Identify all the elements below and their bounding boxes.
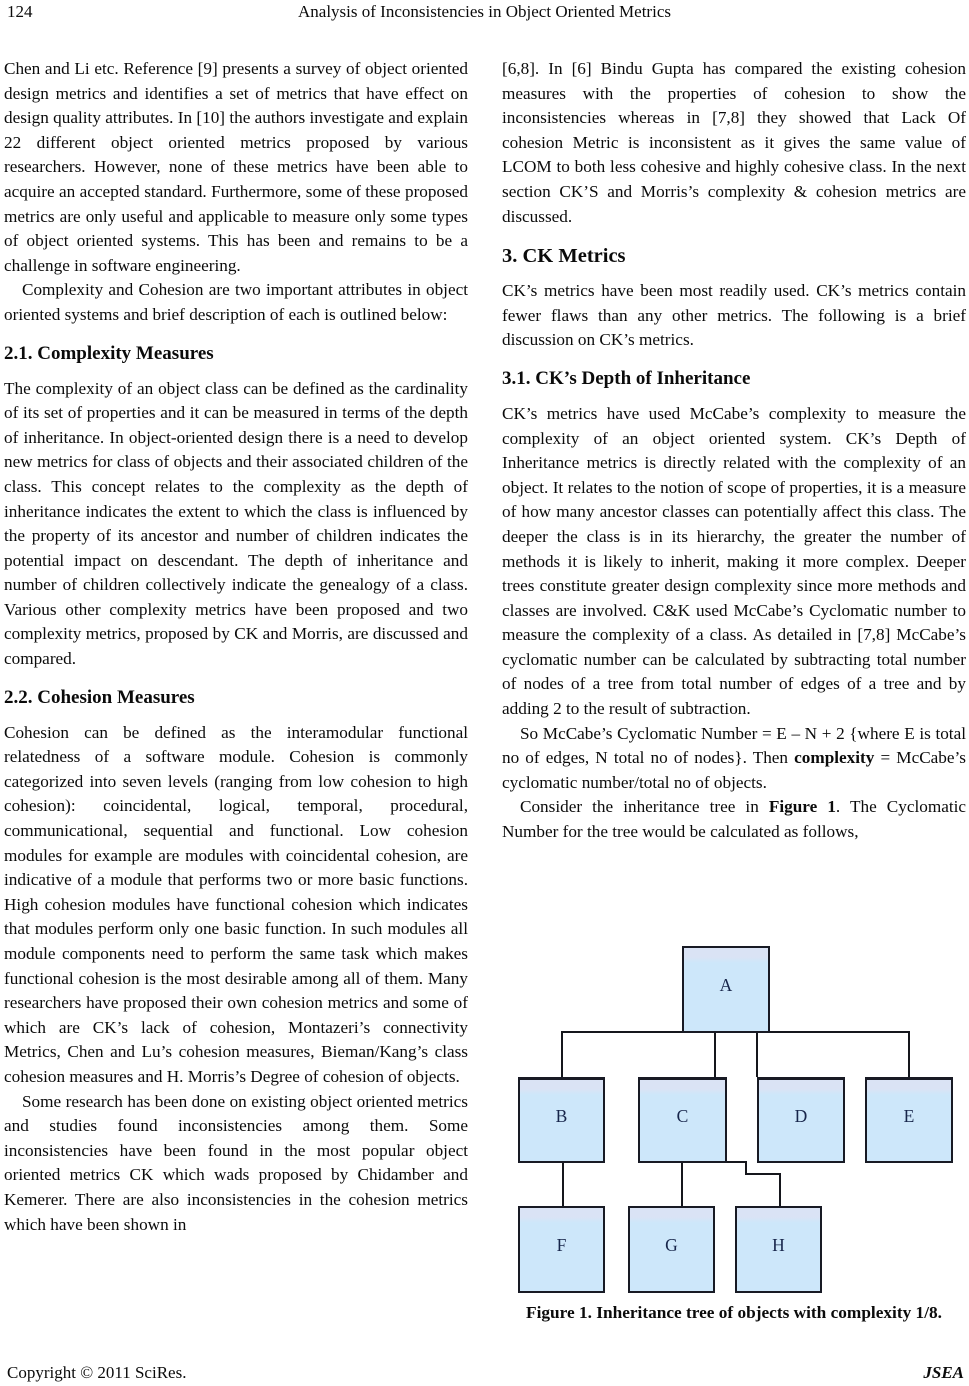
paragraph-intro: Chen and Li etc. Reference [9] presents a survey of object oriented design metrics and identifies a set of metrics that have effect on design quality attributes. In [10] the authors investigate and explain 22 different object oriented metrics proposed by various researchers. However, none of these metrics have been able to acquire an accepted standard. Furthermore, some of these proposed metrics are only useful and applicable to measure only some types of object oriented systems. This has been and remains to be a challenge in software engineering. bbox=[4, 59, 468, 275]
heading-3-1: 3.1. CK’s Depth of Inheritance bbox=[502, 367, 751, 389]
paragraph-attributes: Complexity and Cohesion are two important attributes in object oriented systems and brief description of each is outlined below: bbox=[4, 280, 468, 324]
paragraph-research-inconsistencies: Some research has been done on existing object oriented metrics and studies found inconsistencies among them. Some inconsistencies have been found in the most popular object oriented metrics CK which wads proposed by Chidamber and Kemerer. There are also inconsistencies in the cohesion metrics which have been shown in bbox=[4, 1091, 468, 1234]
paragraph-depth-of-inheritance: CK’s metrics have used McCabe’s complexity to measure the complexity of an object oriented system. CK’s Depth of Inheritance metrics is directly related with the complexity of an object. It relates to the notion of scope of properties, it is a measure of how many ancestor classes can potentially affect this class. The deeper the class is in its hierarchy, the greater the number of methods it is likely to inherit, making it more complex. Deeper trees constitute greater design complexity since more methods and classes are involved. C&K used McCabe’s Cyclomatic number to measure the complexity of a class. As detailed in [7,8] McCabe’s cyclomatic number can be calculated by subtracting total number of nodes of a tree from total number of edges of a tree and by adding 2 to the result of subtraction. bbox=[502, 403, 966, 719]
paragraph-continued: [6,8]. In [6] Bindu Gupta has compared the existing cohesion measures with the properties of cohesion to show the inconsistencies whereas in [7,8] they showed that Lack Of cohesion Metric is inconsistent as it gives the same value of LCOM to both less cohesive and highly cohesive class. In the next section CK’S and Morris’s complexity & cohesion metrics are discussed. bbox=[502, 59, 966, 226]
paragraph-mccabe-formula bbox=[502, 722, 966, 796]
edge-a-d bbox=[756, 1031, 758, 1077]
paragraph-consider-tree bbox=[502, 795, 966, 844]
figure-1-inheritance-tree bbox=[502, 935, 966, 1297]
running-title: Analysis of Inconsistencies in Object Oriented Metrics bbox=[298, 2, 671, 21]
edge-c-h-drop bbox=[779, 1173, 781, 1208]
consider-text-start: Consider the inheritance tree in bbox=[520, 797, 769, 817]
edge-c-h-stub bbox=[725, 1161, 747, 1163]
node-label-g: G bbox=[665, 1235, 678, 1255]
paragraph-complexity-measures: The complexity of an object class can be defined as the cardinality of its set of properties and it can be measured in terms of the depth of inheritance. In object-oriented design there is a need to develop new metrics for class of objects and their associated children of the class. This concept relates to the complexity as the depth of inheritance indicates the extent to which the class is influenced by the property of its ancestor and number of children indicates the potential impact on descendant. The depth of inheritance and number of children collectively indicate the genealogy of a class. Various other complexity metrics have been proposed and two complexity metrics, proposed by CK and Morris, are discussed and compared. bbox=[4, 378, 468, 669]
paragraph-ck-metrics: CK’s metrics have been most readily used. CK’s metrics contain fewer flaws than any other metrics. The following is a brief discussion on CK’s metrics. bbox=[502, 281, 966, 350]
figure-node-h bbox=[735, 1206, 822, 1293]
heading-2-1: 2.1. Complexity Measures bbox=[4, 342, 214, 364]
node-label-f: F bbox=[556, 1235, 567, 1255]
left-column bbox=[4, 57, 468, 1237]
node-label-b: B bbox=[555, 1106, 568, 1126]
edge-c-h-step-over bbox=[745, 1173, 781, 1175]
right-column bbox=[502, 57, 966, 845]
figure-node-g bbox=[628, 1206, 715, 1293]
edge-b-f bbox=[562, 1163, 564, 1207]
paragraph-cohesion-measures: Cohesion can be defined as the interamodular functional relatedness of a software module. Cohesion is commonly categorized into seven levels (ranging from low cohesion to high cohesion): coincidental, logical, temporal, procedural, communicational, sequential and functional. Low cohesion modules for example are modules with coincidental cohesion, are indicative of a module that performs two or more basic functions. High cohesion modules have functional cohesion which indicates that modules perform only one basic function. In such modules all module components need to perform the same task which makes functional cohesion is the most desirable among all of them. Many researchers have proposed their own cohesion metrics and some of which are CK’s lack of cohesion, Montazeri’s connectivity Metrics, Chen and Lu’s cohesion measures, Bieman/Kang’s class cohesion measures and H. Morris’s Degree of cohesion of objects. bbox=[4, 722, 468, 1086]
figure-node-a bbox=[682, 946, 770, 1033]
figure-node-d bbox=[757, 1077, 845, 1163]
figure-node-c bbox=[638, 1077, 727, 1163]
heading-2-2: 2.2. Cohesion Measures bbox=[4, 686, 195, 708]
formula-text-start: So McCabe’s Cyclomatic Number = E – N + 2 {where E is total no of edges, N total no of nodes}. Then bbox=[502, 723, 966, 768]
figure-node-e bbox=[865, 1077, 953, 1163]
consider-text-end: . The Cyclomatic Number for the tree would be calculated as follows, bbox=[502, 797, 966, 842]
figure-node-f bbox=[518, 1206, 605, 1293]
edge-a-e bbox=[908, 1031, 910, 1077]
edge-a-c bbox=[714, 1031, 716, 1077]
figure-1-caption: Figure 1. Inheritance tree of objects with complexity 1/8. bbox=[526, 1303, 942, 1322]
node-label-c: C bbox=[676, 1106, 689, 1126]
footer-journal: JSEA bbox=[923, 1363, 964, 1382]
node-label-a: A bbox=[719, 975, 733, 995]
bold-complexity: complexity bbox=[794, 748, 875, 768]
figure-node-b bbox=[518, 1077, 605, 1163]
footer-copyright: Copyright © 2011 SciRes. bbox=[7, 1363, 187, 1382]
edge-a-b bbox=[561, 1031, 563, 1077]
formula-text-end: = McCabe’s cyclomatic number/total no of objects. bbox=[502, 748, 966, 792]
page-number: 124 bbox=[7, 2, 33, 21]
edge-c-g bbox=[681, 1163, 683, 1207]
node-label-h: H bbox=[772, 1235, 785, 1255]
heading-3: 3. CK Metrics bbox=[502, 245, 626, 268]
bold-figure-1: Figure 1 bbox=[768, 797, 836, 817]
node-label-e: E bbox=[903, 1106, 915, 1126]
node-label-d: D bbox=[794, 1106, 808, 1126]
